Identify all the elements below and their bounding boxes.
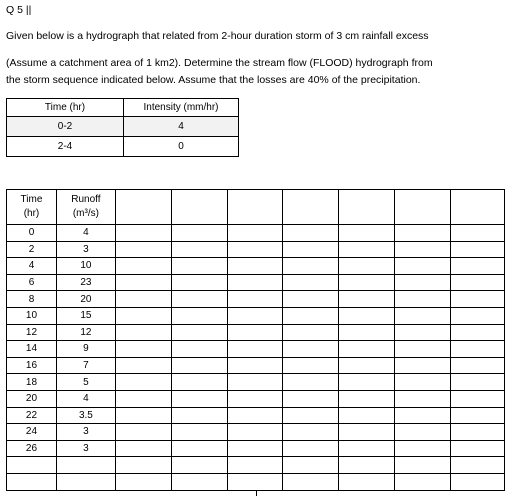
empty-cell [115,390,171,407]
table-row [7,424,505,441]
empty-cell [115,473,171,490]
empty-cell [451,307,505,324]
empty-cell [339,307,395,324]
empty-header-cell [227,190,283,225]
time-cell: 24 [7,424,57,441]
runoff-cell: 3.5 [56,407,115,424]
empty-cell [227,440,283,457]
empty-cell [171,440,227,457]
rainfall-header-row [7,99,239,117]
rain-time-cell: 2-4 [7,137,124,157]
rain-intensity-cell: 4 [124,117,239,137]
empty-cell [395,440,451,457]
empty-header-cell [283,190,339,225]
empty-cell [227,390,283,407]
runoff-header: Runoff (m³/s) [56,190,115,225]
time-header: Time (hr) [7,190,57,225]
empty-cell [171,258,227,275]
empty-cell [115,274,171,291]
empty-header-cell [451,190,505,225]
empty-cell [395,291,451,308]
table-row [7,324,505,341]
runoff-cell: 7 [56,357,115,374]
empty-cell [395,341,451,358]
empty-cell [339,424,395,441]
empty-cell [395,258,451,275]
table-row [7,440,505,457]
time-cell: 8 [7,291,57,308]
problem-line-2: (Assume a catchment area of 1 km2). Determine the stream flow (FLOOD) hydrograph from [6,57,433,69]
runoff-cell: 3 [56,424,115,441]
empty-cell [283,241,339,258]
empty-cell [171,274,227,291]
divider-tick [256,490,257,496]
empty-cell [171,374,227,391]
empty-cell [395,307,451,324]
empty-cell [227,341,283,358]
time-cell: 16 [7,357,57,374]
empty-cell [7,473,57,490]
table-row [7,117,239,137]
empty-cell [115,407,171,424]
empty-cell [451,407,505,424]
runoff-cell: 10 [56,258,115,275]
time-cell: 6 [7,274,57,291]
empty-cell [339,390,395,407]
empty-cell [339,440,395,457]
empty-cell [227,457,283,474]
empty-cell [283,274,339,291]
empty-cell [283,407,339,424]
empty-cell [283,374,339,391]
empty-cell [227,324,283,341]
empty-cell [395,324,451,341]
runoff-cell: 23 [56,274,115,291]
empty-cell [56,457,115,474]
table-row [7,291,505,308]
table-row [7,274,505,291]
time-cell: 14 [7,341,57,358]
empty-cell [283,440,339,457]
table-row [7,374,505,391]
empty-cell [283,473,339,490]
table-row [7,407,505,424]
runoff-cell: 15 [56,307,115,324]
empty-header-cell [115,190,171,225]
empty-cell [227,291,283,308]
empty-cell [227,274,283,291]
empty-cell [115,341,171,358]
empty-cell [227,473,283,490]
empty-cell [283,291,339,308]
runoff-cell: 9 [56,341,115,358]
empty-cell [227,374,283,391]
empty-cell [395,390,451,407]
empty-cell [227,357,283,374]
empty-cell [171,341,227,358]
empty-cell [339,241,395,258]
table-row [7,390,505,407]
empty-cell [171,291,227,308]
empty-cell [451,357,505,374]
empty-cell [395,241,451,258]
empty-cell [171,407,227,424]
empty-cell [451,241,505,258]
empty-cell [451,424,505,441]
time-cell: 12 [7,324,57,341]
empty-cell [395,473,451,490]
empty-cell [115,225,171,242]
rain-time-cell: 0-2 [7,117,124,137]
empty-cell [227,241,283,258]
empty-cell [283,357,339,374]
empty-cell [227,307,283,324]
empty-cell [451,324,505,341]
empty-cell [451,291,505,308]
time-cell: 26 [7,440,57,457]
runoff-cell: 5 [56,374,115,391]
empty-cell [339,341,395,358]
hydrograph-header-row [7,190,505,225]
empty-cell [283,457,339,474]
empty-cell [115,374,171,391]
rainfall-time-header: Time (hr) [7,99,124,117]
empty-header-cell [395,190,451,225]
empty-cell [339,357,395,374]
time-cell: 2 [7,241,57,258]
empty-cell [339,274,395,291]
empty-cell [227,407,283,424]
empty-cell [171,307,227,324]
table-row [7,357,505,374]
empty-cell [227,424,283,441]
empty-cell [451,341,505,358]
empty-cell [283,424,339,441]
table-row [7,258,505,275]
empty-cell [227,225,283,242]
empty-header-cell [339,190,395,225]
rainfall-table [6,98,239,157]
runoff-cell: 3 [56,241,115,258]
empty-cell [451,374,505,391]
rain-intensity-cell: 0 [124,137,239,157]
empty-cell [339,324,395,341]
empty-cell [283,225,339,242]
empty-cell [56,473,115,490]
empty-cell [115,457,171,474]
table-row [7,457,505,474]
empty-cell [339,457,395,474]
empty-cell [451,473,505,490]
empty-cell [339,258,395,275]
empty-cell [115,424,171,441]
empty-cell [171,357,227,374]
empty-cell [227,258,283,275]
empty-cell [339,473,395,490]
empty-cell [395,457,451,474]
empty-cell [115,440,171,457]
empty-cell [395,225,451,242]
table-row [7,137,239,157]
table-row [7,241,505,258]
empty-cell [395,407,451,424]
empty-cell [115,307,171,324]
empty-cell [115,241,171,258]
empty-cell [451,457,505,474]
empty-cell [171,324,227,341]
question-label: Q 5 || [6,4,32,16]
time-cell: 0 [7,225,57,242]
table-row [7,307,505,324]
empty-cell [115,324,171,341]
table-row [7,473,505,490]
time-cell: 18 [7,374,57,391]
empty-header-cell [171,190,227,225]
empty-cell [171,225,227,242]
time-cell: 20 [7,390,57,407]
runoff-cell: 12 [56,324,115,341]
empty-cell [451,390,505,407]
empty-cell [171,473,227,490]
empty-cell [283,258,339,275]
empty-cell [283,324,339,341]
time-cell: 4 [7,258,57,275]
empty-cell [451,274,505,291]
empty-cell [395,424,451,441]
empty-cell [339,225,395,242]
empty-cell [283,307,339,324]
empty-cell [451,440,505,457]
empty-cell [115,357,171,374]
runoff-cell: 3 [56,440,115,457]
empty-cell [171,241,227,258]
empty-cell [395,357,451,374]
empty-cell [115,258,171,275]
empty-cell [339,407,395,424]
empty-cell [283,341,339,358]
empty-cell [339,291,395,308]
table-row [7,341,505,358]
empty-cell [339,374,395,391]
time-cell: 22 [7,407,57,424]
problem-line-3: the storm sequence indicated below. Assume that the losses are 40% of the precipitation. [6,74,421,86]
empty-cell [451,225,505,242]
table-row [7,225,505,242]
runoff-cell: 4 [56,390,115,407]
empty-cell [451,258,505,275]
problem-line-1: Given below is a hydrograph that related from 2-hour duration storm of 3 cm rainfall excess [6,30,429,42]
empty-cell [171,424,227,441]
empty-cell [115,291,171,308]
empty-cell [171,390,227,407]
empty-cell [7,457,57,474]
empty-cell [395,274,451,291]
runoff-cell: 20 [56,291,115,308]
empty-cell [395,374,451,391]
empty-cell [283,390,339,407]
hydrograph-table [6,189,505,491]
empty-cell [171,457,227,474]
runoff-cell: 4 [56,225,115,242]
rainfall-intensity-header: Intensity (mm/hr) [124,99,239,117]
time-cell: 10 [7,307,57,324]
